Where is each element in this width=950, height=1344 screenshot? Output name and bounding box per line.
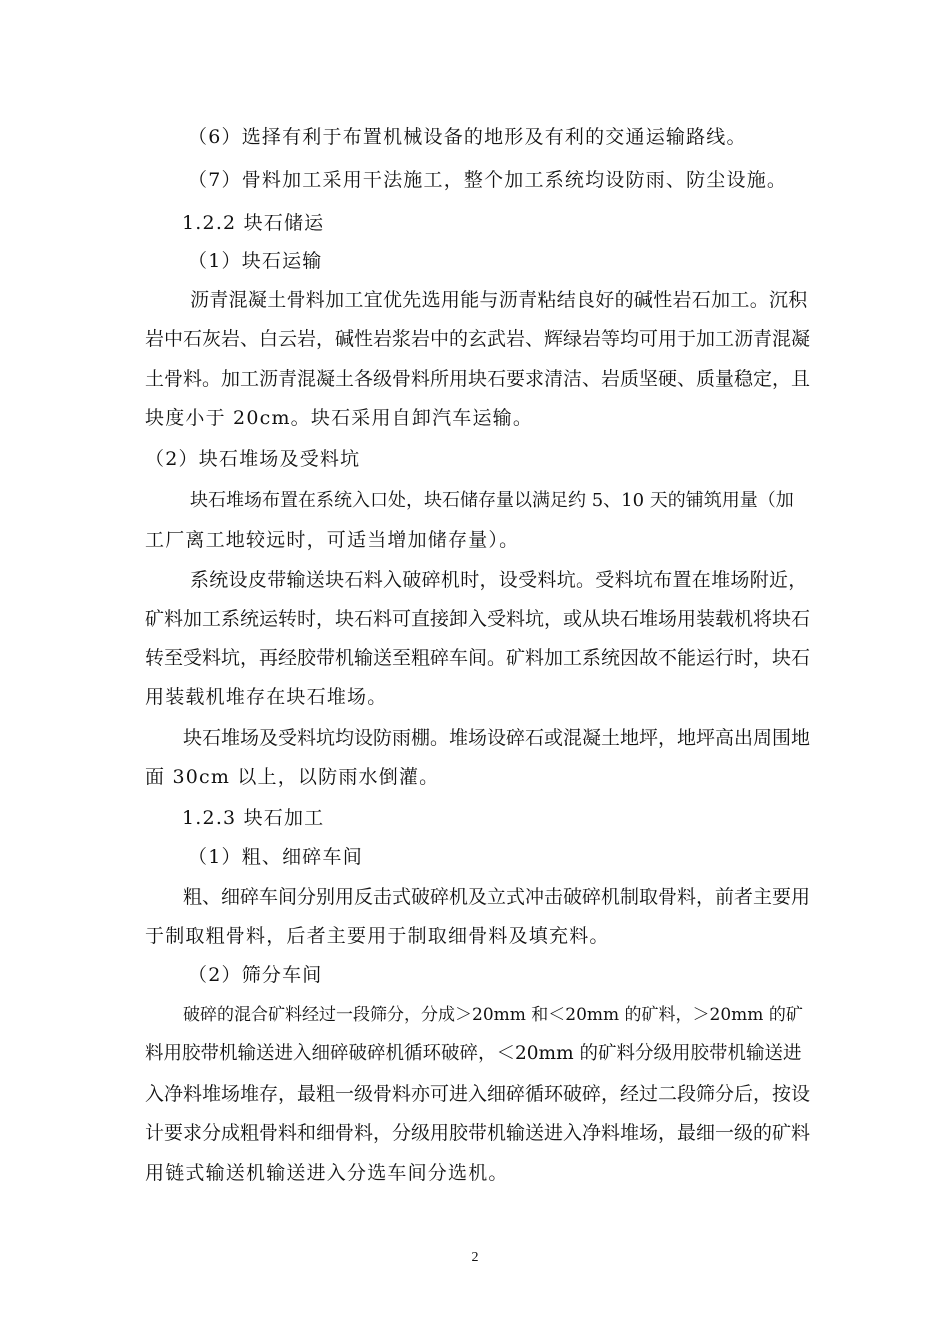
paragraph-line: 块石堆场布置在系统入口处，块石储存量以满足约 5、10 天的铺筑用量（加	[190, 490, 794, 511]
paragraph-line: 土骨料。加工沥青混凝土各级骨料所用块石要求清洁、岩质坚硬、质量稳定，且	[145, 368, 811, 390]
paragraph-line: 矿料加工系统运转时，块石料可直接卸入受料坑，或从块石堆场用装载机将块石	[145, 608, 811, 630]
list-item-7: （7）骨料加工采用干法施工，整个加工系统均设防雨、防尘设施。	[188, 169, 788, 191]
subheading-stockyard: （2）块石堆场及受料坑	[145, 448, 361, 470]
paragraph-line: 面 30cm 以上，以防雨水倒灌。	[145, 766, 440, 788]
list-item-6: （6）选择有利于布置机械设备的地形及有利的交通运输路线。	[188, 126, 747, 148]
paragraph-line: 岩中石灰岩、白云岩，碱性岩浆岩中的玄武岩、辉绿岩等均可用于加工沥青混凝	[145, 328, 811, 350]
paragraph-line: 转至受料坑，再经胶带机输送至粗碎车间。矿料加工系统因故不能运行时，块石	[145, 647, 811, 669]
paragraph-line: 计要求分成粗骨料和细骨料，分级用胶带机输送进入净料堆场，最细一级的矿料	[145, 1122, 811, 1144]
paragraph-line: 料用胶带机输送进入细碎破碎机循环破碎，＜20mm 的矿料分级用胶带机输送进	[145, 1043, 802, 1064]
paragraph-line: 破碎的混合矿料经过一段筛分，分成＞20mm 和＜20mm 的矿料，＞20mm 的矿	[183, 1005, 803, 1025]
section-heading-1-2-2: 1.2.2 块石储运	[182, 212, 325, 234]
subheading-crushing-workshop: （1）粗、细碎车间	[188, 846, 363, 868]
paragraph-line: 工厂离工地较远时，可适当增加储存量）。	[145, 529, 520, 551]
paragraph-line: 用装载机堆存在块石堆场。	[145, 686, 388, 708]
paragraph-line: 块石堆场及受料坑均设防雨棚。堆场设碎石或混凝土地坪，地坪高出周围地	[183, 727, 811, 749]
subheading-block-stone-transport: （1）块石运输	[188, 250, 323, 272]
subheading-screening-workshop: （2）筛分车间	[188, 964, 323, 986]
paragraph-line: 块度小于 20cm。块石采用自卸汽车运输。	[145, 407, 534, 429]
paragraph-line: 沥青混凝土骨料加工宜优先选用能与沥青粘结良好的碱性岩石加工。沉积	[190, 289, 808, 311]
paragraph-line: 于制取粗骨料，后者主要用于制取细骨料及填充料。	[145, 925, 610, 947]
paragraph-line: 粗、细碎车间分别用反击式破碎机及立式冲击破碎机制取骨料，前者主要用	[183, 886, 811, 908]
paragraph-line: 用链式输送机输送进入分选车间分选机。	[145, 1162, 509, 1184]
page-number: 2	[471, 1250, 479, 1265]
paragraph-line: 入净料堆场堆存，最粗一级骨料亦可进入细碎循环破碎，经过二段筛分后，按设	[145, 1083, 811, 1105]
section-heading-1-2-3: 1.2.3 块石加工	[182, 807, 325, 829]
paragraph-line: 系统设皮带输送块石料入破碎机时，设受料坑。受料坑布置在堆场附近，	[190, 569, 808, 591]
